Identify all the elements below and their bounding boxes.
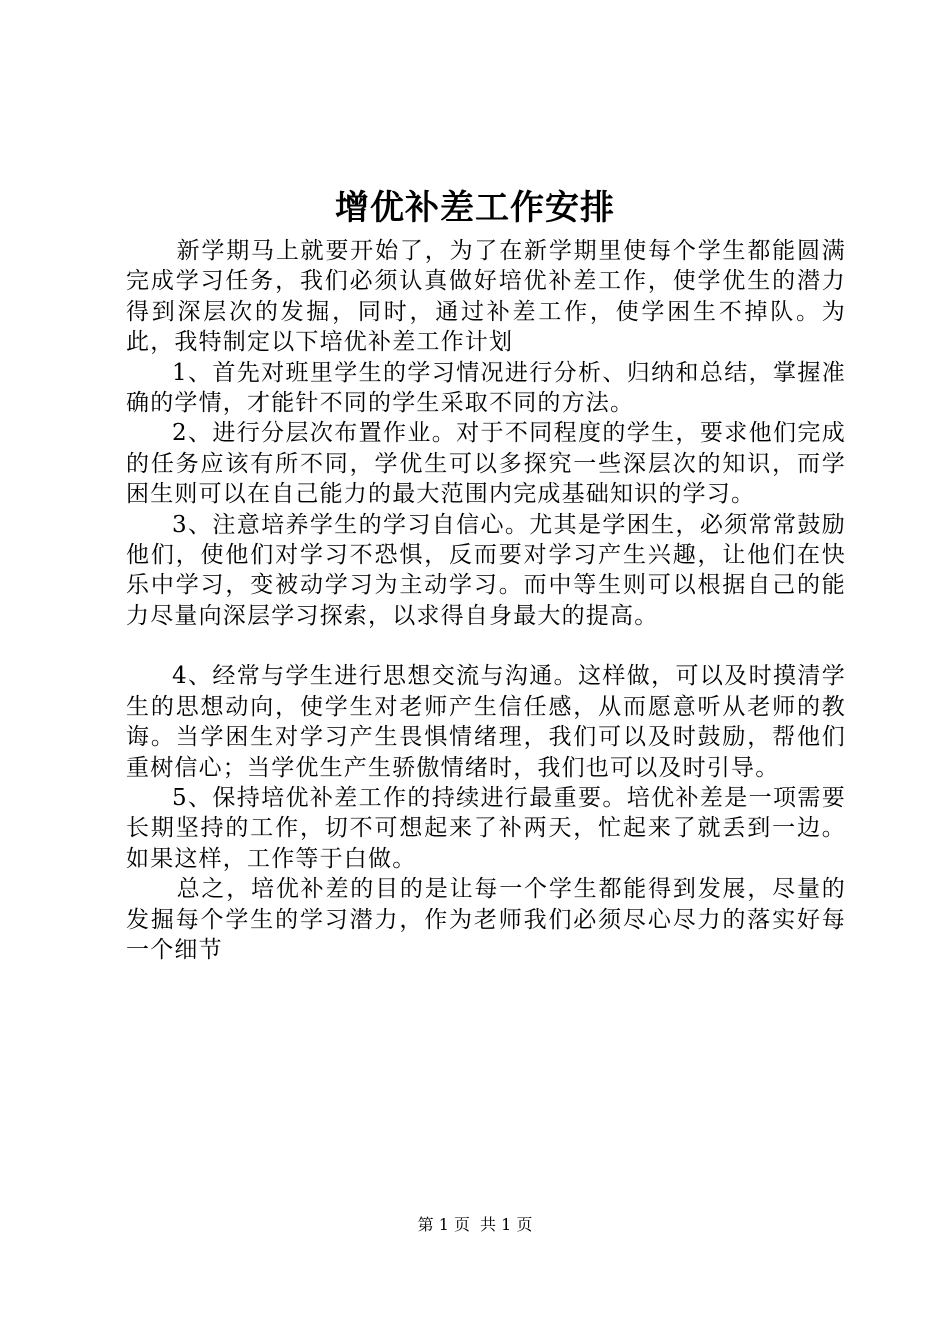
intro-paragraph: 新学期马上就要开始了，为了在新学期里使每个学生都能圆满完成学习任务，我们必须认真做好培优补差工作，使学优生的潜力得到深层次的发掘，同时，通过补差工作，使学困生不掉队。为此，我特制定以下培优补差工作计划 (126, 238, 846, 356)
item-paragraph-5: 5、保持培优补差工作的持续进行最重要。培优补差是一项需要长期坚持的工作，切不可想起来了补两天，忙起来了就丢到一边。如果这样，工作等于白做。 (126, 784, 846, 872)
item-paragraph-1: 1、首先对班里学生的学习情况进行分析、归纳和总结，掌握准确的学情，才能针不同的学生采取不同的方法。 (126, 359, 846, 417)
document-title: 增优补差工作安排 (335, 188, 615, 228)
page-footer (0, 1213, 950, 1237)
item-paragraph-2: 2、进行分层次布置作业。对于不同程度的学生，要求他们完成的任务应该有所不同，学优生可以多探究一些深层次的知识，而学困生则可以在自己能力的最大范围内完成基础知识的学习。 (126, 420, 846, 508)
item-paragraph-3: 3、注意培养学生的学习自信心。尤其是学困生，必须常常鼓励他们，使他们对学习不恐惧，反而要对学习产生兴趣，让他们在快乐中学习，变被动学习为主动学习。而中等生则可以根据自己的能力尽量向深层学习探索，以求得自身最大的提高。 (126, 511, 846, 629)
item-paragraph-4: 4、经常与学生进行思想交流与沟通。这样做，可以及时摸清学生的思想动向，使学生对老师产生信任感，从而愿意听从老师的教诲。当学困生对学习产生畏惧情绪理，我们可以及时鼓励，帮他们重树信心；当学优生产生骄傲情绪时，我们也可以及时引导。 (126, 663, 846, 781)
page-total: 共 1 页 (480, 1215, 533, 1234)
document-body (126, 236, 846, 965)
page-number: 第 1 页 (417, 1215, 470, 1234)
paragraph-spacer (126, 631, 846, 661)
conclusion-paragraph: 总之，培优补差的目的是让每一个学生都能得到发展，尽量的发掘每个学生的学习潜力，作为老师我们必须尽心尽力的落实好每一个细节 (126, 876, 846, 963)
